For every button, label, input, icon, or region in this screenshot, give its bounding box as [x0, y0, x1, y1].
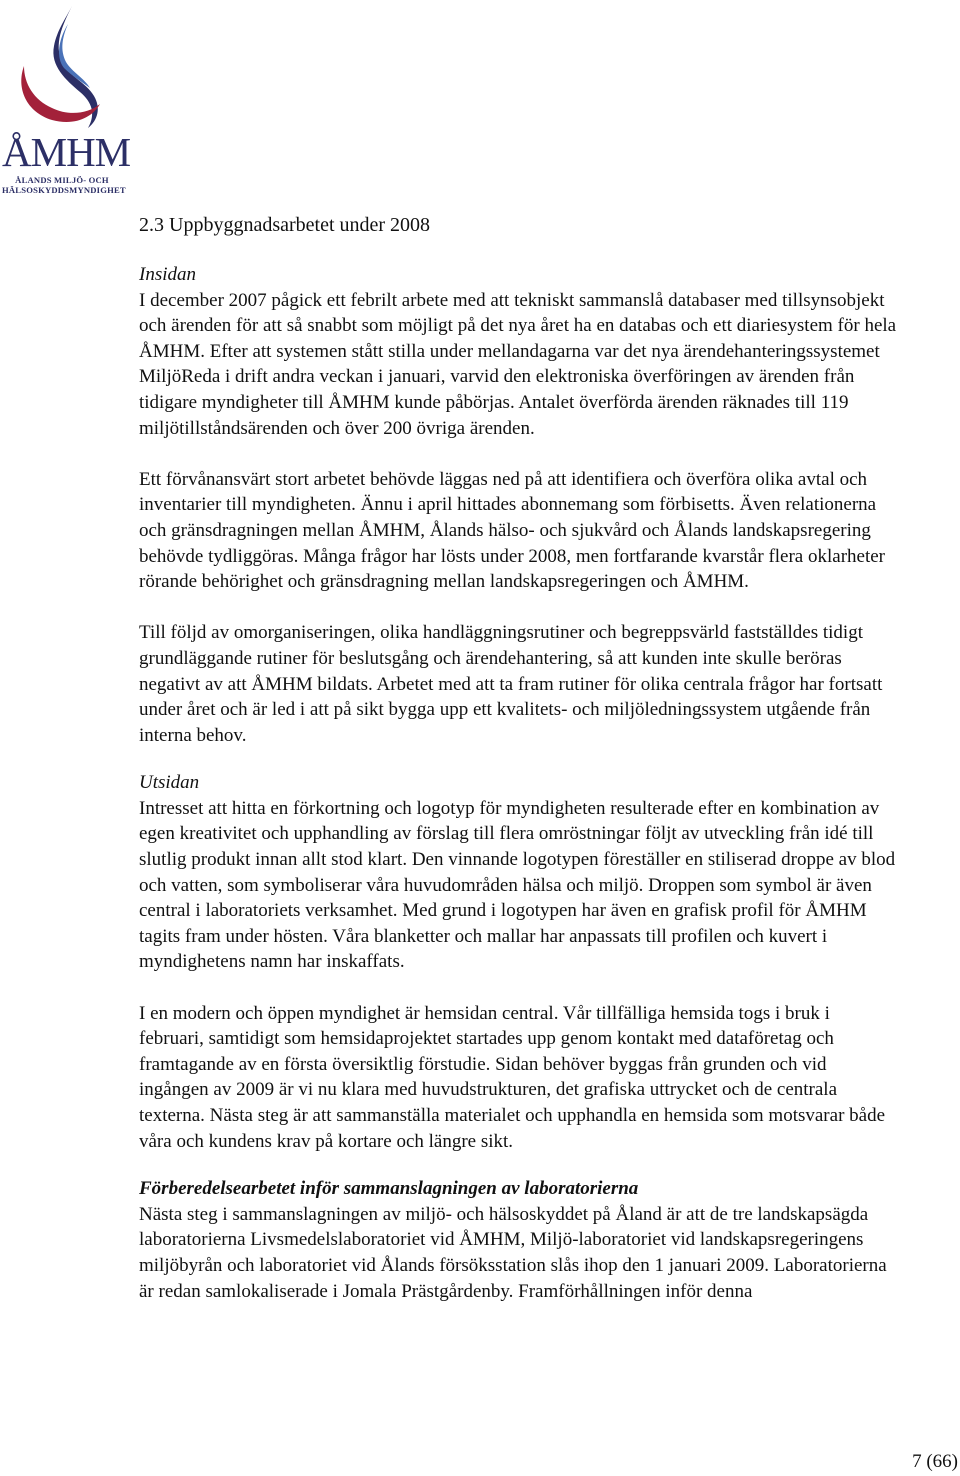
page-number: 7 (66)	[912, 1451, 958, 1472]
paragraph-insidan-1: I december 2007 pågick ett febrilt arbete med att tekniskt sammanslå databaser med tillsynsobjekt och ärenden för att så snabbt som möjligt på det nya året ha en databas och ett diariesystem för hela ÅMHM. Efter att systemen stått stilla under mellandagarna var det nya ärendehanteringssystemet MiljöReda i drift andra veckan i januari, varvid den elektroniska överföringen av ärenden från tidigare myndigheter till ÅMHM kunde påbörjas. Antalet överförda ärenden räknades till 119 miljötillståndsärenden och över 200 övriga ärenden.	[139, 289, 897, 439]
drop-logo-icon	[2, 4, 122, 134]
subheading-laboratorier: Förberedelsearbetet inför sammanslagningen av laboratorierna	[139, 1178, 639, 1200]
document-body	[139, 212, 899, 1304]
subheading-utsidan: Utsidan	[139, 772, 200, 794]
logo-subline-2: HÄLSOSKYDDSMYNDIGHET	[2, 185, 126, 195]
paragraph-insidan-2: Ett förvånansvärt stort arbetet behövde läggas ned på att identifiera och överföra olika avtal och inventarier till myndigheten. Ännu i april hittades abonnemang som förbisetts. Även relationerna och gränsdragningen mellan ÅMHM, Ålands hälso- och sjukvård och Ålands landskapsregering behövde tydliggöras. Många frågor har lösts under 2008, men fortfarande kvarstår flera oklarheter rörande behörighet och gränsdragning mellan landskapsregeringen och ÅMHM.	[139, 468, 886, 593]
logo-wordmark: ÅMHM	[2, 129, 131, 175]
paragraph-laboratorier-1: Nästa steg i sammanslagningen av miljö- och hälsoskyddet på Åland är att de tre landskapsägda laboratorierna Livsmedelslaboratoriet vid ÅMHM, Miljö-laboratoriet vid landskapsregeringens miljöbyrån och laboratoriet vid Ålands försöksstation slås ihop den 1 januari 2009. Laboratorierna är redan samlokaliserade i Jomala Prästgårdenby. Framförhållningen inför denna	[139, 1203, 887, 1302]
logo-subline-1: ÅLANDS MILJÖ- OCH	[15, 175, 109, 185]
section-heading: 2.3 Uppbyggnadsarbetet under 2008	[139, 214, 431, 236]
amhm-logo	[2, 4, 131, 196]
paragraph-utsidan-2: I en modern och öppen myndighet är hemsidan central. Vår tillfälliga hemsida togs i bruk i februari, samtidigt som hemsidaprojektet startades upp genom kontakt med dataföretag och framtagande av en första översiktlig förstudie. Sidan behöver byggas från grunden och vid ingången av 2009 är vi nu klara med huvudstrukturen, det grafiska uttrycket och de centrala texterna. Nästa steg är att sammanställa materialet och upphandla en hemsida som motsvarar både våra och kundens krav på kortare och längre sikt.	[139, 1002, 886, 1152]
subheading-insidan: Insidan	[139, 264, 196, 285]
paragraph-insidan-3: Till följd av omorganiseringen, olika handläggningsrutiner och begreppsvärld fastställdes tidigt grundläggande rutiner för beslutsgång och ärendehantering, så att kunden inte skulle beröras negativt av att ÅMHM bildats. Arbetet med att ta fram rutiner för olika centrala frågor har fortsatt under året och är led i att på sikt bygga upp ett kvalitets- och miljöledningssystem utgående från interna behov.	[139, 622, 883, 746]
paragraph-utsidan-1: Intresset att hitta en förkortning och logotyp för myndigheten resulterade efter en kombination av egen kreativitet och upphandling av förslag till flera omröstningar följt av utveckling från idé till slutlig produkt innan allt stod klart. Den vinnande logotypen föreställer en stiliserad droppe av blod och vatten, som symboliserar våra huvudområden hälsa och miljö. Droppen som symbol är även central i laboratoriets verksamhet. Med grund i logotypen har även en grafisk profil för ÅMHM tagits fram under hösten. Våra blanketter och mallar har anpassats till profilen och kuvert i myndighetens namn har inskaffats.	[139, 797, 896, 973]
